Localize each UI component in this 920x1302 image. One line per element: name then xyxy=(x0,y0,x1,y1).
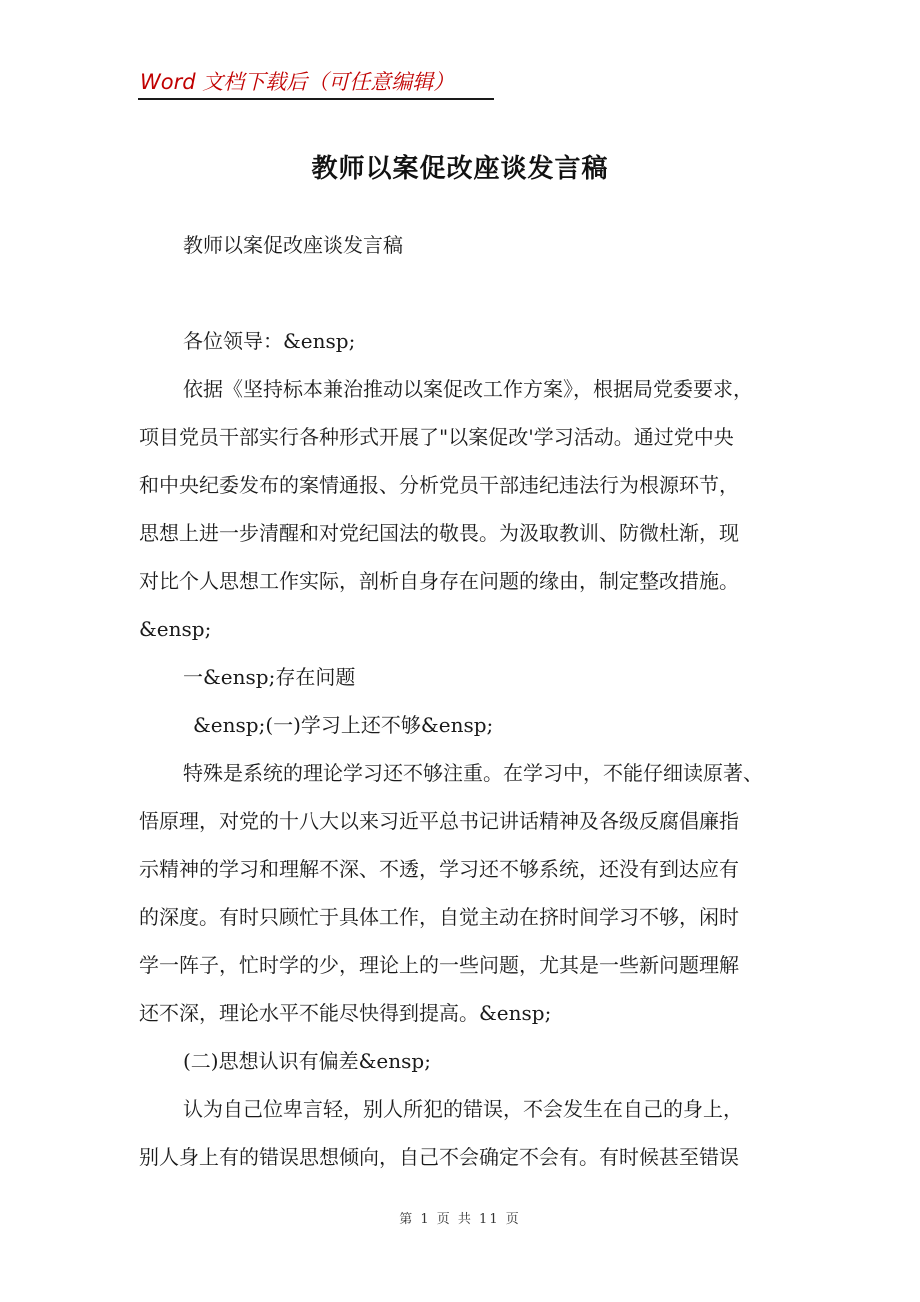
salutation: 各位领导：&ensp; xyxy=(183,329,356,353)
body-line: 学一阵子，忙时学的少，理论上的一些问题，尤其是一些新问题理解 xyxy=(139,953,739,977)
body-line: 特殊是系统的理论学习还不够注重。在学习中，不能仔细读原著、 xyxy=(183,761,763,785)
body-line: 还不深，理论水平不能尽快得到提高。&ensp; xyxy=(139,1001,552,1025)
subsection-heading: (二)思想认识有偏差&ensp; xyxy=(183,1049,431,1073)
body-line: 思想上进一步清醒和对党纪国法的敬畏。为汲取教训、防微杜渐，现 xyxy=(139,521,739,545)
body-line: &ensp; xyxy=(139,617,212,641)
body-line: 的深度。有时只顾忙于具体工作，自觉主动在挤时间学习不够，闲时 xyxy=(139,905,739,929)
body-line: 示精神的学习和理解不深、不透，学习还不够系统，还没有到达应有 xyxy=(139,857,739,881)
document-subtitle: 教师以案促改座谈发言稿 xyxy=(183,233,403,257)
body-line: 对比个人思想工作实际，剖析自身存在问题的缘由，制定整改措施。 xyxy=(139,569,739,593)
body-line: 认为自己位卑言轻，别人所犯的错误，不会发生在自己的身上， xyxy=(183,1097,743,1121)
body-line: 项目党员干部实行各种形式开展了"以案促改'学习活动。通过党中央 xyxy=(139,425,734,449)
section-heading: 一&ensp;存在问题 xyxy=(183,665,356,689)
body-line: 依据《坚持标本兼治推动以案促改工作方案》，根据局党委要求， xyxy=(183,377,753,401)
body-line: 和中央纪委发布的案情通报、分析党员干部违纪违法行为根源环节， xyxy=(139,473,739,497)
body-line: 悟原理，对党的十八大以来习近平总书记讲话精神及各级反腐倡廉指 xyxy=(139,809,739,833)
download-header-text: Word 文档下载后（可任意编辑） xyxy=(140,70,455,94)
page-number: 第 1 页 共 11 页 xyxy=(399,1212,521,1227)
body-line: 别人身上有的错误思想倾向，自己不会确定不会有。有时候甚至错误 xyxy=(139,1145,739,1169)
download-header xyxy=(138,64,494,100)
subsection-heading: &ensp;(一)学习上还不够&ensp; xyxy=(193,713,494,737)
document-title: 教师以案促改座谈发言稿 xyxy=(311,154,609,184)
